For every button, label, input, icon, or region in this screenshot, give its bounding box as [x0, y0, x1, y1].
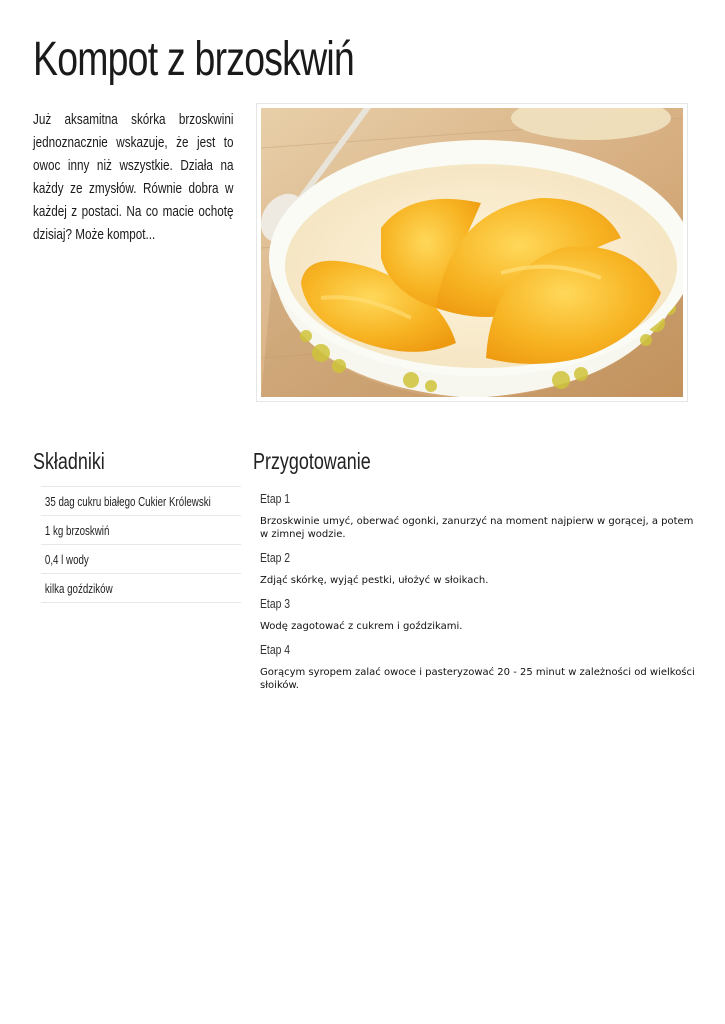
step-text: Brzoskwinie umyć, oberwać ogonki, zanurzyć na moment najpierw w gorącej, a potem w zimnej wodzie. [260, 516, 694, 540]
list-item: 35 dag cukru białego Cukier Królewski [41, 487, 241, 516]
step-text: Wodę zagotować z cukrem i goździkami. [260, 621, 463, 632]
peach-compote-image [261, 108, 683, 397]
list-item: kilka goździków [41, 574, 241, 603]
preparation-steps [260, 490, 700, 700]
preparation-heading: Przygotowanie [253, 448, 371, 474]
intro-text: Już aksamitna skórka brzoskwini jednoznacznie wskazuje, że jest to owoc inny niż wszystkie. Działa na każdy ze zmysłów. Równie dobra w każdej z postaci. Na co macie ochotę dzisiaj? Może kompot... [33, 111, 234, 243]
page-title: Kompot z brzoskwiń [33, 33, 354, 86]
recipe-photo [256, 103, 688, 402]
ingredients-heading: Składniki [33, 448, 105, 474]
step-text: Gorącym syropem zalać owoce i pasteryzować 20 - 25 minut w zależności od wielkości słoików. [260, 667, 695, 691]
list-item: 1 kg brzoskwiń [41, 516, 241, 545]
step-label: Etap 3 [260, 596, 291, 611]
list-item: 0,4 l wody [41, 545, 241, 574]
step-label: Etap 1 [260, 491, 291, 506]
ingredients-list [41, 486, 241, 603]
step-label: Etap 4 [260, 642, 291, 657]
step-label: Etap 2 [260, 550, 291, 565]
step-text: Zdjąć skórkę, wyjąć pestki, ułożyć w słoikach. [260, 575, 489, 586]
